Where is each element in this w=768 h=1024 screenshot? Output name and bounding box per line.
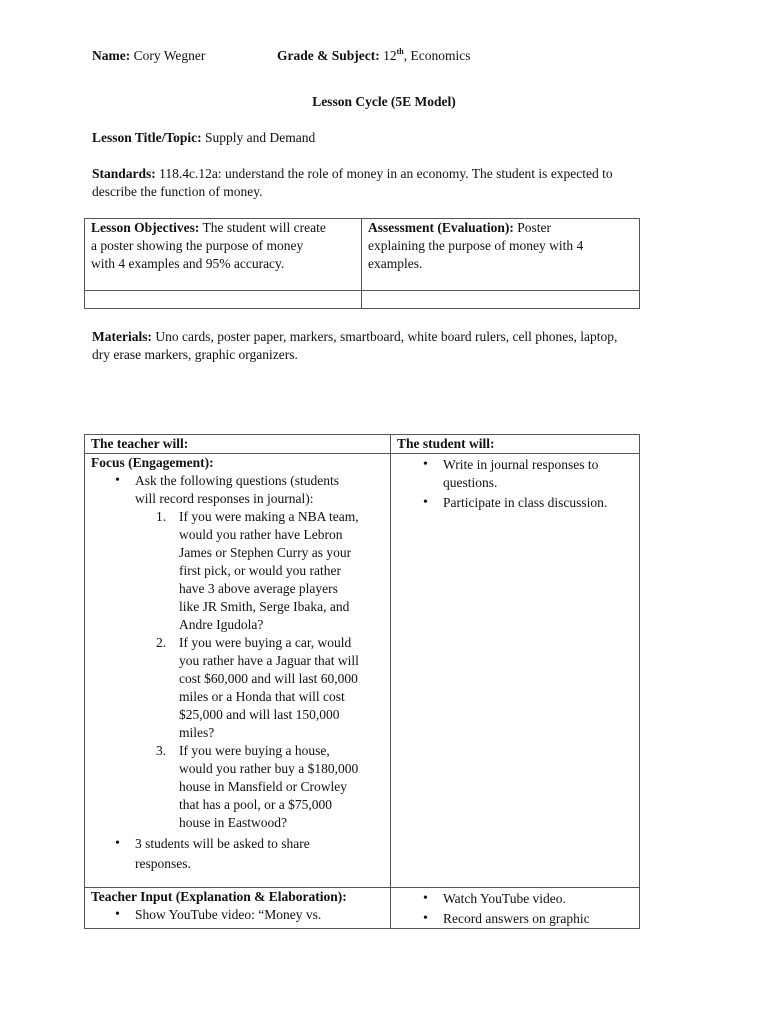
student-focus-item [443, 456, 633, 492]
objectives-label: Lesson Objectives: [91, 220, 200, 235]
name-field [92, 47, 205, 65]
student-focus-line: questions. [443, 475, 498, 490]
grade-label: Grade & Subject: [277, 48, 380, 63]
topic-value: Supply and Demand [205, 130, 316, 145]
question-line: $25,000 and will last 150,000 [179, 707, 340, 722]
student-input-cell [391, 888, 640, 929]
student-input-item: • Record answers on graphic [443, 910, 633, 928]
question-line: miles or a Honda that will cost [179, 689, 345, 704]
focus-bullet-ask-line-1: • Ask the following questions (students [135, 473, 339, 488]
question-item [156, 634, 384, 742]
input-bullet: • Show YouTube video: “Money vs. [135, 906, 384, 924]
topic-label: Lesson Title/Topic: [92, 130, 202, 145]
assessment-line-1: Poster [517, 220, 552, 235]
objectives-line-1: The student will create [202, 220, 326, 235]
question-line: house in Mansfield or Crowley [179, 779, 347, 794]
standards-line-1: 118.4c.12a: understand the role of money in an economy. The student is expected to [159, 166, 613, 181]
question-line: house in Eastwood? [179, 815, 287, 830]
student-header: The student will: [391, 435, 640, 454]
objectives-table [84, 218, 640, 309]
teacher-input-cell [85, 888, 391, 929]
student-input-list [397, 890, 633, 928]
focus-bullet-share-line-2: responses. [135, 856, 191, 871]
lesson-cycle-table [84, 434, 640, 929]
question-list [135, 508, 384, 832]
question-line: If you were making a NBA team, [179, 509, 359, 524]
focus-bullet-share-line-1: • 3 students will be asked to share [135, 836, 310, 851]
standards-line-2: describe the function of money. [92, 184, 263, 199]
grade-subject-field [277, 47, 470, 65]
focus-label: Focus (Engagement): [91, 455, 214, 470]
standards-label: Standards: [92, 166, 156, 181]
question-line: have 3 above average players [179, 581, 338, 596]
question-number: 3. [156, 743, 167, 758]
focus-bullet-ask-line-2: will record responses in journal): [135, 491, 314, 506]
student-focus-item [443, 494, 633, 512]
question-line: first pick, or would you rather [179, 563, 341, 578]
standards [92, 165, 613, 201]
focus-bullet-list [91, 472, 384, 874]
materials [92, 328, 617, 364]
student-focus-line: • Participate in class discussion. [443, 495, 608, 510]
question-number: 2. [156, 635, 167, 650]
focus-bullet-share [135, 834, 384, 874]
question-line: would you rather buy a $180,000 [179, 761, 359, 776]
teacher-header: The teacher will: [85, 435, 391, 454]
question-item [156, 508, 384, 634]
question-line: would you rather have Lebron [179, 527, 343, 542]
materials-line-1: Uno cards, poster paper, markers, smartboard, white board rulers, cell phones, laptop, [155, 329, 618, 344]
assessment-line-3: examples. [368, 256, 423, 271]
name-label: Name: [92, 48, 131, 63]
grade-superscript: th [396, 47, 404, 56]
input-label: Teacher Input (Explanation & Elaboration): [91, 889, 347, 904]
objectives-line-3: with 4 examples and 95% accuracy. [91, 256, 285, 271]
materials-line-2: dry erase markers, graphic organizers. [92, 347, 298, 362]
student-focus-cell [391, 454, 640, 888]
name-value: Cory Wegner [133, 48, 206, 63]
assessment-cell [362, 219, 640, 291]
question-line: that has a pool, or a $75,000 [179, 797, 332, 812]
question-line: like JR Smith, Serge Ibaka, and [179, 599, 350, 614]
student-focus-line: • Write in journal responses to [443, 457, 599, 472]
question-line: If you were buying a car, would [179, 635, 352, 650]
question-line: cost $60,000 and will last 60,000 [179, 671, 358, 686]
objectives-cell [85, 219, 362, 291]
question-number: 1. [156, 509, 167, 524]
teacher-focus-cell [85, 454, 391, 888]
assessment-label: Assessment (Evaluation): [368, 220, 514, 235]
objectives-line-2: a poster showing the purpose of money [91, 238, 304, 253]
grade-number: 12 [383, 48, 397, 63]
question-line: Andre Igudola? [179, 617, 264, 632]
assessment-line-2: explaining the purpose of money with 4 [368, 238, 584, 253]
question-item [156, 742, 384, 832]
page-title: Lesson Cycle (5E Model) [312, 94, 456, 109]
empty-cell-right [362, 291, 640, 309]
question-line: you rather have a Jaguar that will [179, 653, 359, 668]
input-bullet-list [91, 906, 384, 924]
focus-bullet-ask [135, 472, 384, 832]
question-line: If you were buying a house, [179, 743, 330, 758]
question-line: James or Stephen Curry as your [179, 545, 352, 560]
lesson-topic [92, 129, 315, 147]
question-line: miles? [179, 725, 215, 740]
empty-cell-left [85, 291, 362, 309]
student-focus-list [397, 456, 633, 512]
materials-label: Materials: [92, 329, 152, 344]
student-input-item: • Watch YouTube video. [443, 890, 633, 908]
grade-subject: , Economics [403, 48, 471, 63]
